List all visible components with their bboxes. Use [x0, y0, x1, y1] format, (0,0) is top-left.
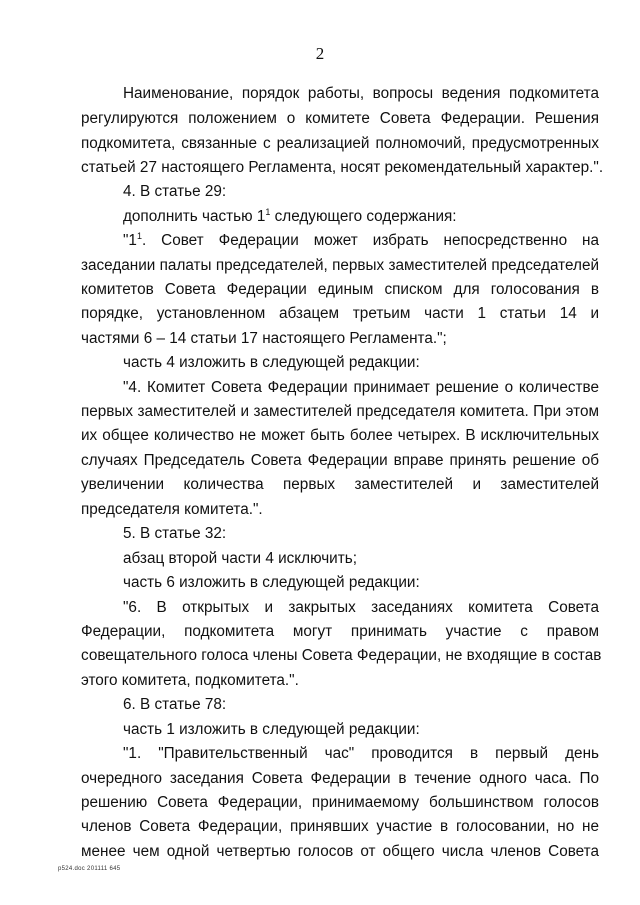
text-line: менее чем одной четвертью голосов от общего числа членов Совета [81, 843, 599, 860]
text-line: 4. В статье 29: [123, 183, 227, 200]
text-fragment: дополнить частью 1 [123, 208, 266, 225]
text-line: совещательного голоса члены Совета Федерации, не входящие в состав [81, 647, 602, 664]
text-line: заседании палаты председателей, первых заместителей председателей [81, 257, 599, 274]
text-line: Наименование, порядок работы, вопросы ведения подкомитета [123, 85, 599, 102]
text-line: статьей 27 настоящего Регламента, носят рекомендательный характер.". [81, 159, 604, 176]
page-number: 2 [315, 44, 325, 63]
text-line: частями 6 – 14 статьи 17 настоящего Регламента."; [81, 330, 447, 347]
text-line: увеличении количества первых заместителей и заместителей [81, 476, 599, 493]
text-line [123, 229, 599, 253]
text-line: часть 6 изложить в следующей редакции: [123, 574, 420, 591]
text-line: их общее количество не может быть более четырех. В исключительных [81, 427, 599, 444]
text-line: часть 4 изложить в следующей редакции: [123, 354, 420, 371]
text-line: регулируются положением о комитете Совета Федерации. Решения [81, 110, 599, 127]
text-line: очередного заседания Совета Федерации в течение одного часа. По [81, 770, 599, 787]
document-footer: р524.doc 201111 645 [58, 866, 121, 872]
text-line: подкомитета, связанные с реализацией полномочий, предусмотренных [81, 135, 599, 152]
text-line: "4. Комитет Совета Федерации принимает решение о количестве [123, 379, 599, 396]
text-line: первых заместителей и заместителей председателя комитета. При этом [81, 403, 599, 420]
text-line: председателя комитета.". [81, 501, 263, 518]
text-line: комитетов Совета Федерации единым списком для голосования в [81, 281, 599, 298]
text-line [123, 205, 457, 229]
text-line: Федерации, подкомитета могут принимать участие с правом [81, 623, 599, 640]
superscript: 1 [265, 207, 271, 217]
superscript: 1 [136, 231, 142, 241]
text-line: "6. В открытых и закрытых заседаниях комитета Совета [123, 599, 599, 616]
text-line: "1. "Правительственный час" проводится в первый день [123, 745, 599, 762]
text-line: членов Совета Федерации, принявших участие в голосовании, но не [81, 818, 599, 835]
text-line: 6. В статье 78: [123, 696, 227, 713]
text-line: случаях Председатель Совета Федерации вправе принять решение об [81, 452, 599, 469]
text-fragment: следующего содержания: [274, 208, 457, 225]
text-line: 5. В статье 32: [123, 525, 227, 542]
text-line: часть 1 изложить в следующей редакции: [123, 721, 420, 738]
text-line: абзац второй части 4 исключить; [123, 550, 357, 567]
text-line: порядке, установленном абзацем третьим части 1 статьи 14 и [81, 305, 599, 322]
text-line: решению Совета Федерации, принимаемому большинством голосов [81, 794, 599, 811]
text-fragment: . Совет Федерации может избрать непосредственно на [141, 232, 599, 249]
text-line: этого комитета, подкомитета.". [81, 672, 299, 689]
text-fragment: "1 [123, 232, 137, 249]
